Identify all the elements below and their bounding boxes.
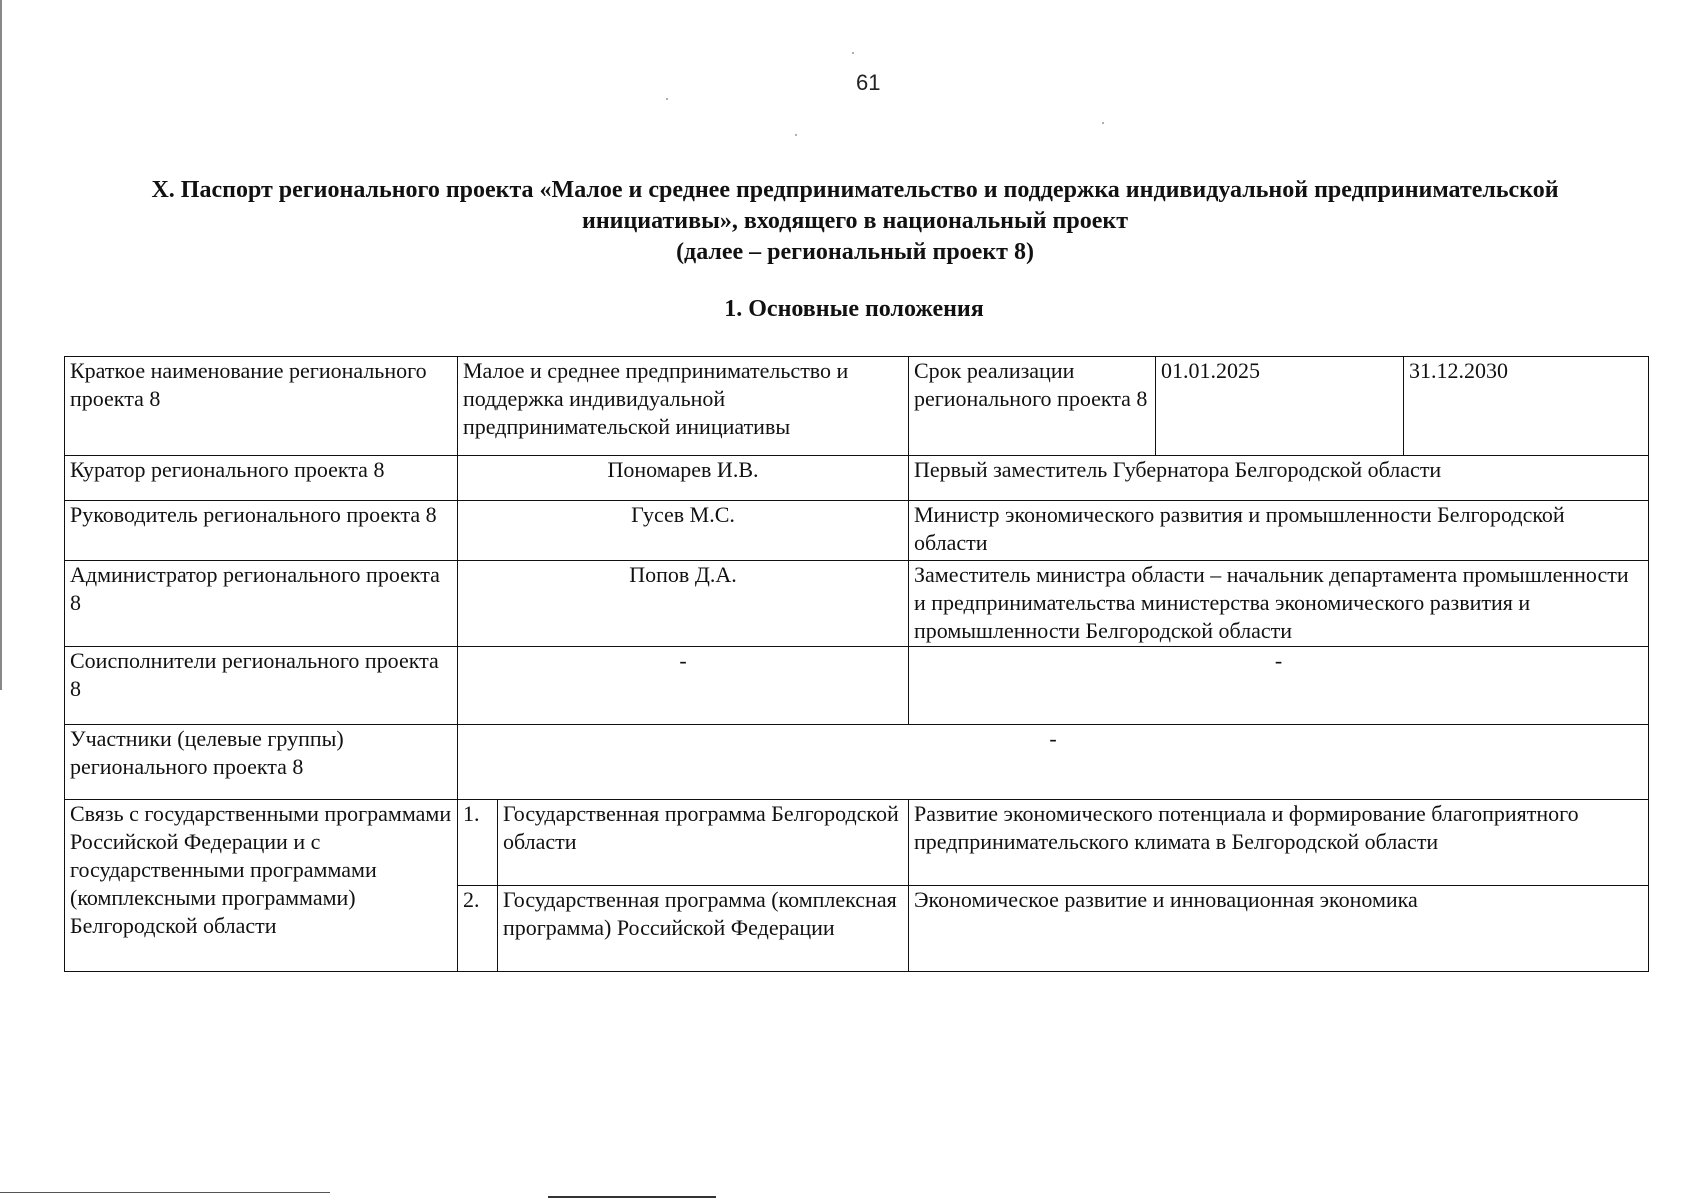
program-number: 2. bbox=[458, 886, 498, 972]
start-date: 01.01.2025 bbox=[1156, 357, 1404, 456]
table-row-program-1 bbox=[65, 800, 1649, 886]
head-position: Министр экономического развития и промышленности Белгородской области bbox=[909, 501, 1649, 561]
end-date: 31.12.2030 bbox=[1404, 357, 1649, 456]
co-executors-position: - bbox=[909, 647, 1649, 725]
section-title: 1. Основные положения bbox=[724, 296, 984, 322]
head-name: Гусев М.С. bbox=[458, 501, 909, 561]
curator-position: Первый заместитель Губернатора Белгородской области bbox=[909, 456, 1649, 501]
heading-line-3: (далее – региональный проект 8) bbox=[676, 239, 1034, 265]
program-number: 1. bbox=[458, 800, 498, 886]
short-name-label: Краткое наименование регионального проекта 8 bbox=[65, 357, 458, 456]
scan-speck bbox=[795, 134, 797, 136]
heading-line-2: инициативы», входящего в национальный проект bbox=[581, 208, 1128, 234]
curator-name: Пономарев И.В. bbox=[458, 456, 909, 501]
programs-label: Связь с государственными программами Российской Федерации и с государственными программами (комплексными программами) Белгородской области bbox=[65, 800, 458, 972]
program-name: Развитие экономического потенциала и формирование благоприятного предпринимательского климата в Белгородской области bbox=[909, 800, 1649, 886]
short-name-value: Малое и среднее предпринимательство и поддержка индивидуальной предпринимательской инициативы bbox=[458, 357, 909, 456]
program-type: Государственная программа (комплексная программа) Российской Федерации bbox=[498, 886, 909, 972]
table-row-administrator bbox=[65, 561, 1649, 647]
co-executors-name: - bbox=[458, 647, 909, 725]
head-label: Руководитель регионального проекта 8 bbox=[65, 501, 458, 561]
scan-speck bbox=[1102, 122, 1104, 124]
participants-value: - bbox=[458, 725, 1649, 800]
scan-left-edge bbox=[0, 0, 2, 690]
table-row-short-name bbox=[65, 357, 1649, 456]
program-name: Экономическое развитие и инновационная экономика bbox=[909, 886, 1649, 972]
term-label: Срок реализации регионального проекта 8 bbox=[909, 357, 1156, 456]
document-heading bbox=[60, 175, 1650, 268]
table-row-head bbox=[65, 501, 1649, 561]
administrator-position: Заместитель министра области – начальник департамента промышленности и предпринимательства министерства экономического развития и промышленности Белгородской области bbox=[909, 561, 1649, 647]
table-row-participants bbox=[65, 725, 1649, 800]
page-number: 61 bbox=[856, 70, 881, 95]
co-executors-label: Соисполнители регионального проекта 8 bbox=[65, 647, 458, 725]
scan-speck bbox=[852, 52, 854, 54]
administrator-name: Попов Д.А. bbox=[458, 561, 909, 647]
project-passport-table bbox=[64, 356, 1649, 972]
scan-line bbox=[0, 1192, 330, 1193]
table-row-curator bbox=[65, 456, 1649, 501]
heading-line-1: X. Паспорт регионального проекта «Малое и среднее предпринимательство и поддержка индивидуальной предпринимательской bbox=[151, 177, 1559, 203]
administrator-label: Администратор регионального проекта 8 bbox=[65, 561, 458, 647]
curator-label: Куратор регионального проекта 8 bbox=[65, 456, 458, 501]
program-type: Государственная программа Белгородской области bbox=[498, 800, 909, 886]
scan-speck bbox=[666, 98, 668, 100]
table-row-co-executors bbox=[65, 647, 1649, 725]
scan-line bbox=[548, 1196, 716, 1198]
participants-label: Участники (целевые группы) регионального проекта 8 bbox=[65, 725, 458, 800]
